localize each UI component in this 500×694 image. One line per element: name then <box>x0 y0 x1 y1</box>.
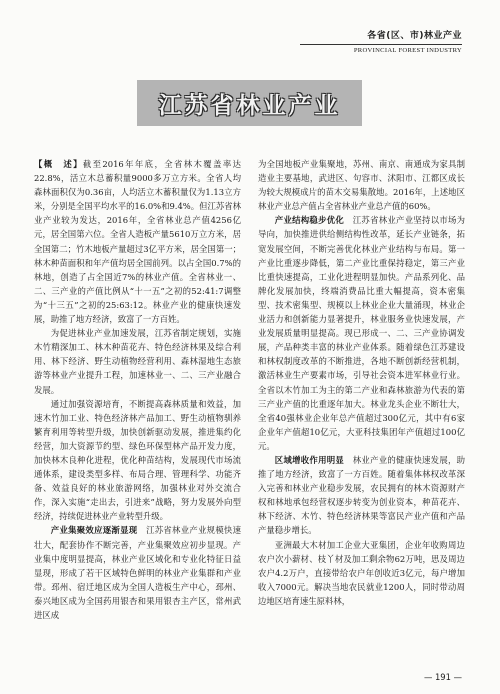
section-title-cn: 各省(区、市)林业产业 <box>367 31 462 41</box>
structure-text: 江苏省林业产业坚持以市场为导向，加快推进供给侧结构性改革，延长产业链条，拓宽发展空间，不断完善优化林业产业结构与布局。第一产业比重逐步降低，第二产业比重保持稳定，第三产业比重快速提高，工业化进程明显加快。产品系列化、品牌化发展加快，终端消费品比重大幅提高，资本密集型、技术密集型、规模以上林业企业大量涌现，林业企业活力和创新能力显著提升，林业服务业快速发展，产业发展质量明显提高。现已形成一、二、三产业协调发展，产品种类丰富的林业产业体系。随着绿色江苏建设和林权制度改革的不断推进，各地不断创新经营机制，激活林业生产要素市场，引导社会资本进军林业行业。全省以木竹加工为主的第二产业和森林旅游为代表的第三产业产值的比重逐年加大。林业龙头企业不断壮大，全省40强林业企业年总产值超过300亿元，其中有6家企业年产值超10亿元，大亚科技集团年产值超过100亿元。 <box>258 215 466 451</box>
cluster-text: 江苏省林业产业规模快速壮大，配套协作不断完善，产业集聚效应初步显现。产业集中度明显提高，林业产业区域化和专业化特征日益显现，形成了若干区域特色鲜明的林业产业集群和产业带。邳州、宿迁地区成为全国人造板生产中心，邳州、泰兴地区成为全国药用银杏和果用银杏主产区，常州武进区成 <box>34 525 242 620</box>
left-column <box>34 157 241 622</box>
income-heading: 区域增收作用明显 <box>274 454 345 465</box>
header-divider <box>300 44 462 45</box>
cluster-heading: 产业集聚效应逐渐显现 <box>50 525 138 536</box>
paragraph-structure <box>258 213 465 453</box>
overview-label: 【概 述】 <box>34 159 83 169</box>
paragraph-resources: 通过加强资源培育，不断提高森林质量和效益，加速木竹加工业、特色经济林产品加工、野生动植物驯养繁育利用等转型升级，加快创新驱动发展，推进集约化经营，加大资源节约型、绿色环保型林产品开发力度，加快林木良种化进程，优化种苗结构，发展现代市场流通体系，建设类型多样、布局合理、管理科学、功能齐备、效益良好的林业旅游网络，加强林业对外交流合作，深入实施“走出去，引进来”战略，努力发展外向型经济，持续促进林业产业转型升级。 <box>34 398 241 522</box>
article-title-banner <box>137 80 362 126</box>
page-number: — 191 — <box>423 672 462 682</box>
paragraph-income <box>258 453 465 538</box>
paragraph-cluster <box>34 523 241 622</box>
article-title: 江苏省林业产业 <box>158 92 341 119</box>
structure-heading: 产业结构稳步优化 <box>274 215 345 226</box>
section-title-en: PROVINCIAL FOREST INDUSTRY <box>353 47 462 54</box>
income-text: 林业产业的健康快速发展，助推了地方经济，致富了一方百姓。随着集体林权改革深入完善和林业产业稳步发展，农民拥有的林木资源财产权和林地承包经营权逐步转变为创业资本，种苗花卉、林下经济、木竹、特色经济林果等富民产业产值和产品产量稳步增长。 <box>258 454 466 536</box>
paragraph-overview <box>34 157 241 326</box>
running-header <box>300 28 462 54</box>
overview-text: 截至2016年年底，全省林木覆盖率达22.8%，活立木总蓄积量9000多万立方米。全省人均森林面积仅为0.36亩，人均活立木蓄积量仅为1.13立方米，分别是全国平均水平的16.0%和9.4%。但江苏省林业产业较为发达，2016年，全省林业总产值4256亿元，居全国第六位。全省人造板产量5610万立方米，居全国第二；竹木地板产量超过3亿平方米，居全国第一；林木种苗面积和年产值均居全国前列。以占全国0.7%的林地，创造了占全国近7%的林业产值。全省林业一、二、三产业的产值比例从“十一五”之初的52:41:7调整为“十三五”之初的25:63:12。林业产业的健康快速发展，助推了地方经济，致富了一方百姓。 <box>34 159 242 325</box>
paragraph-development: 为促进林业产业加速发展，江苏省制定规划，实施木竹精深加工、林木种苗花卉、特色经济林果及综合利用、林下经济、野生动植物经营利用、森林湿地生态旅游等林业产业提升工程，加速林业一、二、三产业融合发展。 <box>34 328 241 395</box>
paragraph-cluster-continued: 为全国地板产业集聚地，苏州、南京、南通成为家具制造业主要基地，武进区、句容市、沭阳市、江都区成长为较大规模成片的苗木交易集散地。2016年，上述地区林业产业总产值占全省林业产业总产值的60%。 <box>258 159 465 212</box>
paragraph-daya-group: 亚洲最大木材加工企业大亚集团，企业年收购周边农户次小薪材、枝丫材及加工剩余物62万吨，思及周边农户4.2万户，直接带给农户年创收近3亿元，每户增加收入7000元。解决当地农民就业1200人，同时带动周边地区培育速生原料林， <box>258 539 465 606</box>
right-column <box>258 157 465 608</box>
